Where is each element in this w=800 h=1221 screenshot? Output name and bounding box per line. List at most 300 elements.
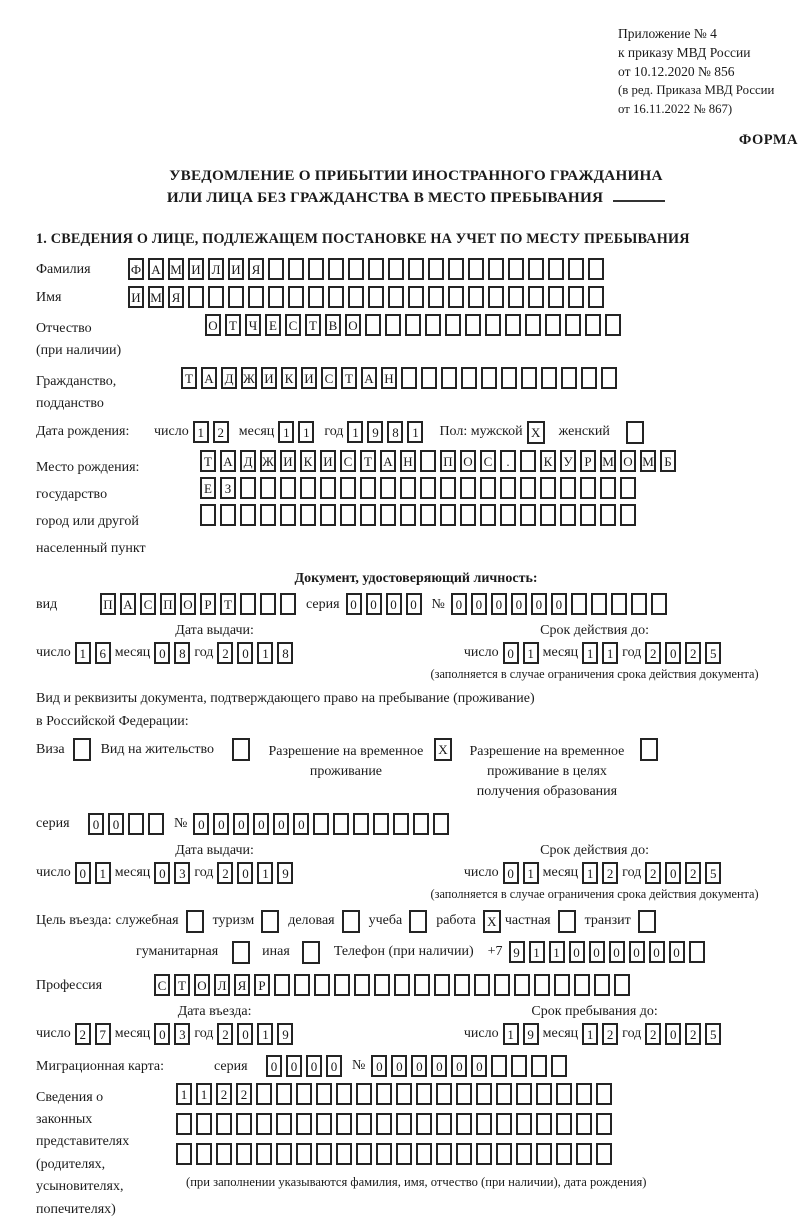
char-cell[interactable]	[561, 367, 577, 389]
char-cell[interactable]	[456, 1113, 472, 1135]
char-cell[interactable]	[420, 504, 436, 526]
char-cell[interactable]	[356, 1113, 372, 1135]
char-cell[interactable]	[256, 1143, 272, 1165]
char-cell[interactable]: В	[325, 314, 341, 336]
char-cell[interactable]: 1	[549, 941, 565, 963]
char-cell[interactable]	[354, 974, 370, 996]
char-cell[interactable]: 1	[529, 941, 545, 963]
char-cell[interactable]: К	[540, 450, 556, 472]
char-cell[interactable]: 1	[278, 421, 294, 443]
char-cell[interactable]: 1	[298, 421, 314, 443]
char-cell[interactable]: Т	[181, 367, 197, 389]
char-cell[interactable]	[631, 593, 647, 615]
char-cell[interactable]	[396, 1143, 412, 1165]
char-cell[interactable]: З	[220, 477, 236, 499]
char-cell[interactable]: Т	[360, 450, 376, 472]
char-cell[interactable]	[651, 593, 667, 615]
char-cell[interactable]	[425, 314, 441, 336]
char-cell[interactable]	[196, 1143, 212, 1165]
char-cell[interactable]: 8	[174, 642, 190, 664]
char-cell[interactable]: П	[160, 593, 176, 615]
char-cell[interactable]	[316, 1083, 332, 1105]
char-cell[interactable]	[576, 1083, 592, 1105]
char-cell[interactable]	[308, 258, 324, 280]
char-cell[interactable]: 0	[293, 813, 309, 835]
char-cell[interactable]: 0	[326, 1055, 342, 1077]
char-cell[interactable]: Ч	[245, 314, 261, 336]
char-cell[interactable]	[328, 258, 344, 280]
char-cell[interactable]	[380, 504, 396, 526]
char-cell[interactable]	[420, 450, 436, 472]
char-cell[interactable]	[236, 1143, 252, 1165]
char-cell[interactable]	[500, 477, 516, 499]
char-cell[interactable]	[536, 1143, 552, 1165]
char-cell[interactable]	[276, 1113, 292, 1135]
char-cell[interactable]: 0	[306, 1055, 322, 1077]
char-cell[interactable]: Р	[200, 593, 216, 615]
char-cell[interactable]	[385, 314, 401, 336]
char-cell[interactable]: 1	[75, 642, 91, 664]
char-cell[interactable]	[428, 286, 444, 308]
char-cell[interactable]	[276, 1083, 292, 1105]
char-cell[interactable]: С	[321, 367, 337, 389]
char-cell[interactable]	[274, 974, 290, 996]
char-cell[interactable]	[376, 1113, 392, 1135]
char-cell[interactable]: И	[320, 450, 336, 472]
char-cell[interactable]: А	[148, 258, 164, 280]
char-cell[interactable]	[360, 477, 376, 499]
char-cell[interactable]	[374, 974, 390, 996]
char-cell[interactable]: 0	[569, 941, 585, 963]
purpose-turizm-checkbox[interactable]	[261, 910, 279, 933]
char-cell[interactable]	[428, 258, 444, 280]
char-cell[interactable]: Л	[208, 258, 224, 280]
char-cell[interactable]: 0	[406, 593, 422, 615]
char-cell[interactable]: 0	[75, 862, 91, 884]
char-cell[interactable]: Н	[381, 367, 397, 389]
char-cell[interactable]	[468, 286, 484, 308]
char-cell[interactable]	[548, 286, 564, 308]
purpose-ucheba-checkbox[interactable]	[409, 910, 427, 933]
char-cell[interactable]	[588, 258, 604, 280]
char-cell[interactable]: 2	[685, 1023, 701, 1045]
char-cell[interactable]	[288, 258, 304, 280]
char-cell[interactable]	[268, 258, 284, 280]
char-cell[interactable]: Т	[341, 367, 357, 389]
char-cell[interactable]: М	[640, 450, 656, 472]
residence-permit-checkbox[interactable]	[232, 738, 250, 761]
char-cell[interactable]: Я	[234, 974, 250, 996]
char-cell[interactable]: Ф	[128, 258, 144, 280]
char-cell[interactable]: С	[285, 314, 301, 336]
char-cell[interactable]: 9	[509, 941, 525, 963]
char-cell[interactable]: 0	[253, 813, 269, 835]
char-cell[interactable]: 5	[705, 642, 721, 664]
char-cell[interactable]: М	[148, 286, 164, 308]
char-cell[interactable]: Я	[168, 286, 184, 308]
char-cell[interactable]: А	[201, 367, 217, 389]
char-cell[interactable]: 0	[609, 941, 625, 963]
char-cell[interactable]: 9	[277, 862, 293, 884]
char-cell[interactable]	[541, 367, 557, 389]
char-cell[interactable]	[256, 1113, 272, 1135]
char-cell[interactable]: И	[128, 286, 144, 308]
char-cell[interactable]	[200, 504, 216, 526]
char-cell[interactable]: 1	[196, 1083, 212, 1105]
char-cell[interactable]: Р	[254, 974, 270, 996]
char-cell[interactable]	[300, 477, 316, 499]
char-cell[interactable]	[240, 477, 256, 499]
char-cell[interactable]	[228, 286, 244, 308]
char-cell[interactable]	[288, 286, 304, 308]
char-cell[interactable]	[556, 1143, 572, 1165]
char-cell[interactable]	[540, 504, 556, 526]
char-cell[interactable]	[376, 1083, 392, 1105]
char-cell[interactable]: 0	[286, 1055, 302, 1077]
char-cell[interactable]: 1	[257, 642, 273, 664]
char-cell[interactable]	[491, 1055, 507, 1077]
char-cell[interactable]: 2	[685, 642, 701, 664]
char-cell[interactable]: К	[281, 367, 297, 389]
char-cell[interactable]	[394, 974, 410, 996]
char-cell[interactable]	[433, 813, 449, 835]
visa-checkbox[interactable]	[73, 738, 91, 761]
char-cell[interactable]: 1	[95, 862, 111, 884]
char-cell[interactable]: П	[440, 450, 456, 472]
char-cell[interactable]: А	[220, 450, 236, 472]
char-cell[interactable]: И	[228, 258, 244, 280]
char-cell[interactable]	[396, 1113, 412, 1135]
gender-female-checkbox[interactable]	[626, 421, 644, 444]
purpose-delovaya-checkbox[interactable]	[342, 910, 360, 933]
char-cell[interactable]	[689, 941, 705, 963]
char-cell[interactable]: 1	[347, 421, 363, 443]
char-cell[interactable]: Т	[305, 314, 321, 336]
char-cell[interactable]: 3	[174, 1023, 190, 1045]
char-cell[interactable]	[560, 504, 576, 526]
char-cell[interactable]: 2	[75, 1023, 91, 1045]
char-cell[interactable]	[353, 813, 369, 835]
char-cell[interactable]: 0	[431, 1055, 447, 1077]
char-cell[interactable]	[516, 1143, 532, 1165]
char-cell[interactable]	[596, 1143, 612, 1165]
char-cell[interactable]	[196, 1113, 212, 1135]
char-cell[interactable]	[476, 1143, 492, 1165]
char-cell[interactable]: Т	[225, 314, 241, 336]
char-cell[interactable]: О	[345, 314, 361, 336]
purpose-rabota-checkbox[interactable]: X	[483, 910, 501, 933]
char-cell[interactable]	[540, 477, 556, 499]
char-cell[interactable]	[516, 1083, 532, 1105]
char-cell[interactable]: 1	[257, 862, 273, 884]
char-cell[interactable]	[176, 1113, 192, 1135]
char-cell[interactable]: 0	[411, 1055, 427, 1077]
char-cell[interactable]	[436, 1083, 452, 1105]
char-cell[interactable]: 2	[236, 1083, 252, 1105]
char-cell[interactable]	[128, 813, 144, 835]
char-cell[interactable]	[600, 504, 616, 526]
char-cell[interactable]: 0	[665, 642, 681, 664]
char-cell[interactable]: И	[188, 258, 204, 280]
char-cell[interactable]	[368, 286, 384, 308]
char-cell[interactable]: Т	[174, 974, 190, 996]
char-cell[interactable]: 1	[257, 1023, 273, 1045]
char-cell[interactable]	[220, 504, 236, 526]
char-cell[interactable]: 6	[95, 642, 111, 664]
char-cell[interactable]	[148, 813, 164, 835]
char-cell[interactable]	[421, 367, 437, 389]
char-cell[interactable]	[300, 504, 316, 526]
char-cell[interactable]	[280, 504, 296, 526]
char-cell[interactable]	[468, 258, 484, 280]
char-cell[interactable]	[576, 1143, 592, 1165]
char-cell[interactable]: 0	[531, 593, 547, 615]
char-cell[interactable]	[445, 314, 461, 336]
purpose-tranzit-checkbox[interactable]	[638, 910, 656, 933]
char-cell[interactable]	[260, 593, 276, 615]
char-cell[interactable]: С	[340, 450, 356, 472]
char-cell[interactable]	[461, 367, 477, 389]
char-cell[interactable]	[591, 593, 607, 615]
char-cell[interactable]: 0	[213, 813, 229, 835]
char-cell[interactable]: 0	[471, 1055, 487, 1077]
char-cell[interactable]	[336, 1083, 352, 1105]
char-cell[interactable]	[436, 1143, 452, 1165]
char-cell[interactable]	[436, 1113, 452, 1135]
char-cell[interactable]: 0	[669, 941, 685, 963]
char-cell[interactable]: 2	[213, 421, 229, 443]
char-cell[interactable]	[521, 367, 537, 389]
char-cell[interactable]	[580, 477, 596, 499]
char-cell[interactable]	[581, 367, 597, 389]
char-cell[interactable]: Я	[248, 258, 264, 280]
char-cell[interactable]: 0	[237, 862, 253, 884]
purpose-chastnaya-checkbox[interactable]	[558, 910, 576, 933]
char-cell[interactable]	[531, 1055, 547, 1077]
char-cell[interactable]: О	[194, 974, 210, 996]
char-cell[interactable]	[528, 286, 544, 308]
char-cell[interactable]	[441, 367, 457, 389]
char-cell[interactable]	[505, 314, 521, 336]
char-cell[interactable]	[434, 974, 450, 996]
char-cell[interactable]	[348, 258, 364, 280]
char-cell[interactable]: 0	[237, 1023, 253, 1045]
char-cell[interactable]	[294, 974, 310, 996]
char-cell[interactable]	[296, 1113, 312, 1135]
char-cell[interactable]	[571, 593, 587, 615]
char-cell[interactable]	[408, 286, 424, 308]
char-cell[interactable]	[480, 477, 496, 499]
char-cell[interactable]	[454, 974, 470, 996]
char-cell[interactable]	[314, 974, 330, 996]
char-cell[interactable]	[360, 504, 376, 526]
char-cell[interactable]: А	[120, 593, 136, 615]
char-cell[interactable]	[188, 286, 204, 308]
char-cell[interactable]: 1	[193, 421, 209, 443]
char-cell[interactable]	[520, 477, 536, 499]
char-cell[interactable]	[456, 1143, 472, 1165]
char-cell[interactable]	[448, 258, 464, 280]
char-cell[interactable]	[333, 813, 349, 835]
char-cell[interactable]: 0	[88, 813, 104, 835]
char-cell[interactable]	[296, 1143, 312, 1165]
char-cell[interactable]	[568, 286, 584, 308]
char-cell[interactable]: 0	[108, 813, 124, 835]
char-cell[interactable]: 2	[685, 862, 701, 884]
char-cell[interactable]	[576, 1113, 592, 1135]
char-cell[interactable]	[348, 286, 364, 308]
char-cell[interactable]	[596, 1113, 612, 1135]
char-cell[interactable]: О	[460, 450, 476, 472]
char-cell[interactable]	[176, 1143, 192, 1165]
char-cell[interactable]	[340, 504, 356, 526]
char-cell[interactable]	[585, 314, 601, 336]
char-cell[interactable]	[560, 477, 576, 499]
char-cell[interactable]	[614, 974, 630, 996]
char-cell[interactable]	[556, 1113, 572, 1135]
char-cell[interactable]	[501, 367, 517, 389]
char-cell[interactable]: 1	[602, 642, 618, 664]
char-cell[interactable]	[316, 1143, 332, 1165]
char-cell[interactable]: 0	[346, 593, 362, 615]
char-cell[interactable]	[388, 286, 404, 308]
char-cell[interactable]	[476, 1083, 492, 1105]
char-cell[interactable]: 0	[371, 1055, 387, 1077]
char-cell[interactable]: И	[301, 367, 317, 389]
char-cell[interactable]	[380, 477, 396, 499]
char-cell[interactable]: 2	[602, 862, 618, 884]
char-cell[interactable]: 0	[491, 593, 507, 615]
char-cell[interactable]	[400, 504, 416, 526]
char-cell[interactable]	[256, 1083, 272, 1105]
char-cell[interactable]	[268, 286, 284, 308]
char-cell[interactable]	[496, 1083, 512, 1105]
char-cell[interactable]	[336, 1143, 352, 1165]
char-cell[interactable]	[496, 1113, 512, 1135]
char-cell[interactable]: 0	[386, 593, 402, 615]
char-cell[interactable]	[420, 477, 436, 499]
char-cell[interactable]: 0	[266, 1055, 282, 1077]
char-cell[interactable]: Т	[220, 593, 236, 615]
char-cell[interactable]: 5	[705, 862, 721, 884]
char-cell[interactable]	[594, 974, 610, 996]
char-cell[interactable]	[514, 974, 530, 996]
char-cell[interactable]	[485, 314, 501, 336]
char-cell[interactable]: 8	[387, 421, 403, 443]
char-cell[interactable]	[620, 504, 636, 526]
char-cell[interactable]: 0	[665, 862, 681, 884]
char-cell[interactable]: 1	[523, 642, 539, 664]
char-cell[interactable]	[574, 974, 590, 996]
char-cell[interactable]	[528, 258, 544, 280]
char-cell[interactable]: И	[280, 450, 296, 472]
char-cell[interactable]: Ж	[241, 367, 257, 389]
char-cell[interactable]: 7	[95, 1023, 111, 1045]
char-cell[interactable]	[520, 504, 536, 526]
char-cell[interactable]: Н	[400, 450, 416, 472]
char-cell[interactable]: 0	[233, 813, 249, 835]
char-cell[interactable]	[611, 593, 627, 615]
char-cell[interactable]: 3	[174, 862, 190, 884]
char-cell[interactable]	[373, 813, 389, 835]
char-cell[interactable]: 0	[154, 862, 170, 884]
char-cell[interactable]: М	[600, 450, 616, 472]
char-cell[interactable]: 0	[503, 862, 519, 884]
char-cell[interactable]	[545, 314, 561, 336]
char-cell[interactable]: 0	[649, 941, 665, 963]
char-cell[interactable]: 1	[407, 421, 423, 443]
char-cell[interactable]	[511, 1055, 527, 1077]
char-cell[interactable]	[316, 1113, 332, 1135]
char-cell[interactable]	[548, 258, 564, 280]
char-cell[interactable]	[488, 258, 504, 280]
char-cell[interactable]	[500, 504, 516, 526]
char-cell[interactable]	[565, 314, 581, 336]
char-cell[interactable]: 9	[367, 421, 383, 443]
char-cell[interactable]: 0	[193, 813, 209, 835]
char-cell[interactable]	[605, 314, 621, 336]
char-cell[interactable]	[356, 1143, 372, 1165]
char-cell[interactable]	[516, 1113, 532, 1135]
char-cell[interactable]: 1	[503, 1023, 519, 1045]
char-cell[interactable]: О	[620, 450, 636, 472]
char-cell[interactable]	[396, 1083, 412, 1105]
char-cell[interactable]	[551, 1055, 567, 1077]
char-cell[interactable]	[440, 504, 456, 526]
char-cell[interactable]: С	[480, 450, 496, 472]
char-cell[interactable]	[600, 477, 616, 499]
char-cell[interactable]	[536, 1083, 552, 1105]
char-cell[interactable]	[393, 813, 409, 835]
char-cell[interactable]	[554, 974, 570, 996]
char-cell[interactable]: Е	[265, 314, 281, 336]
char-cell[interactable]	[236, 1113, 252, 1135]
char-cell[interactable]	[240, 504, 256, 526]
gender-male-checkbox[interactable]: X	[527, 421, 545, 444]
char-cell[interactable]	[580, 504, 596, 526]
char-cell[interactable]	[313, 813, 329, 835]
char-cell[interactable]: У	[560, 450, 576, 472]
char-cell[interactable]	[508, 286, 524, 308]
char-cell[interactable]	[556, 1083, 572, 1105]
char-cell[interactable]	[216, 1113, 232, 1135]
char-cell[interactable]: М	[168, 258, 184, 280]
char-cell[interactable]	[568, 258, 584, 280]
char-cell[interactable]	[440, 477, 456, 499]
char-cell[interactable]	[416, 1083, 432, 1105]
char-cell[interactable]	[401, 367, 417, 389]
char-cell[interactable]	[413, 813, 429, 835]
char-cell[interactable]: Л	[214, 974, 230, 996]
char-cell[interactable]	[368, 258, 384, 280]
char-cell[interactable]: Д	[221, 367, 237, 389]
temp-residence-edu-checkbox[interactable]	[640, 738, 658, 761]
char-cell[interactable]: 8	[277, 642, 293, 664]
char-cell[interactable]	[336, 1113, 352, 1135]
char-cell[interactable]: 1	[176, 1083, 192, 1105]
char-cell[interactable]	[488, 286, 504, 308]
char-cell[interactable]: О	[180, 593, 196, 615]
char-cell[interactable]: Б	[660, 450, 676, 472]
char-cell[interactable]	[480, 504, 496, 526]
char-cell[interactable]: С	[154, 974, 170, 996]
char-cell[interactable]: П	[100, 593, 116, 615]
char-cell[interactable]	[525, 314, 541, 336]
char-cell[interactable]	[494, 974, 510, 996]
char-cell[interactable]: 1	[582, 1023, 598, 1045]
char-cell[interactable]: 9	[523, 1023, 539, 1045]
char-cell[interactable]	[328, 286, 344, 308]
